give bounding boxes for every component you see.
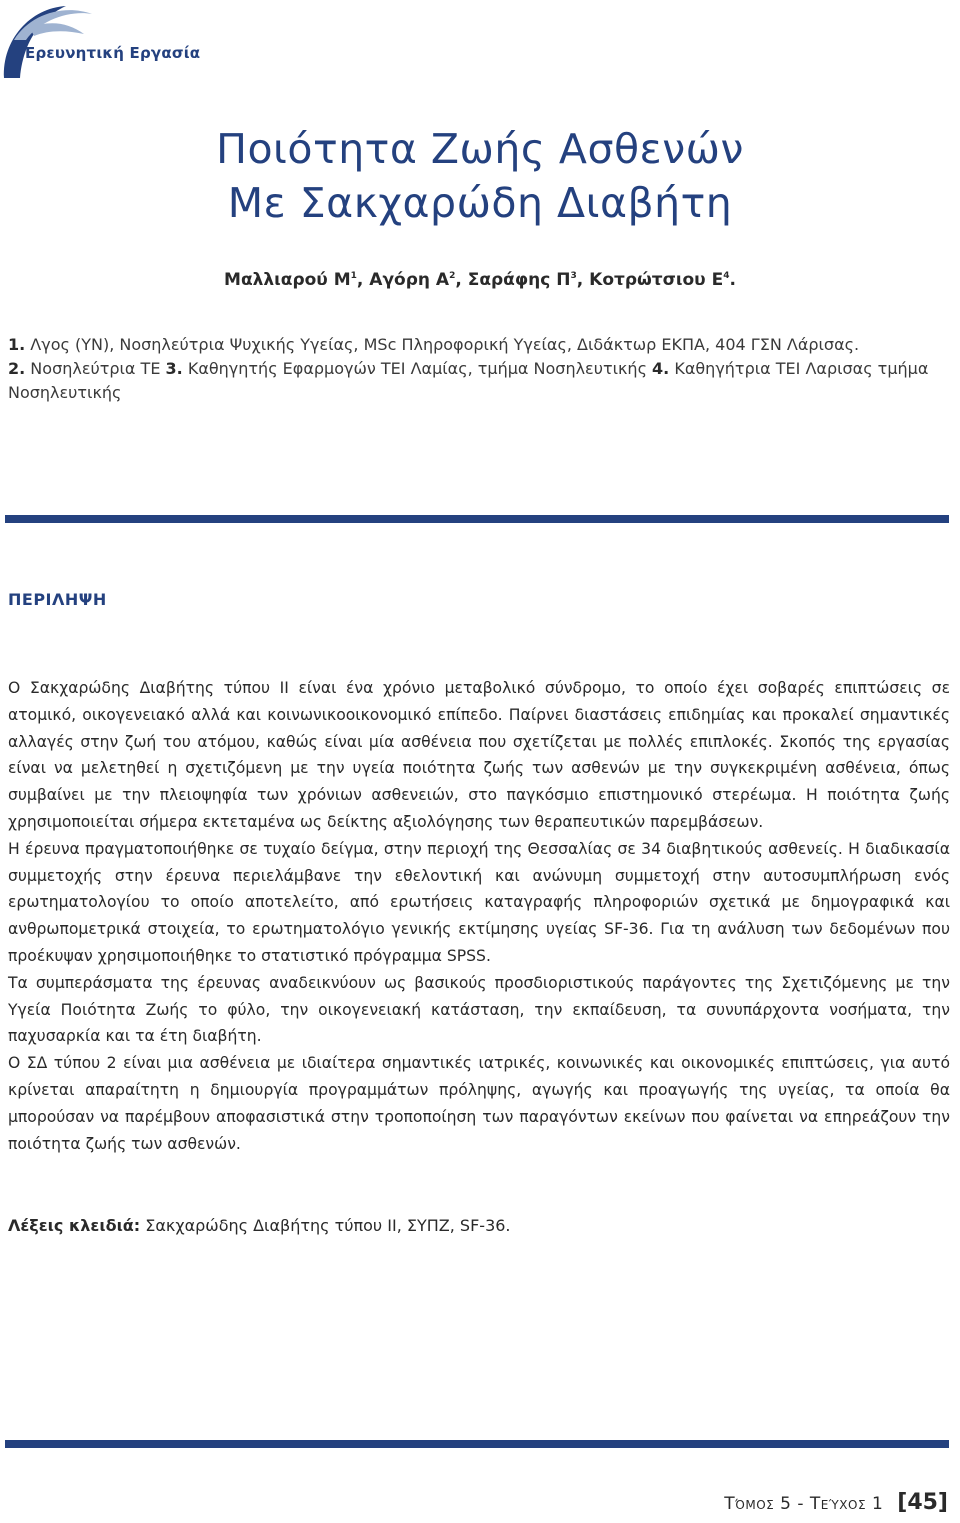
section-label: Ερευνητική Εργασία — [25, 44, 201, 62]
abstract-paragraph: Ο ΣΔ τύπου 2 είναι μια ασθένεια με ιδιαίτερα σημαντικές ιατρικές, κοινωνικές και οικονομικές επιπτώσεις, για αυτό κρίνεται απαραίτητη η δημιουργία προγραμμάτων πρόληψης, αγωγής και προαγωγής της υγείας, τα οποία θα μπορούσαν να παρέμβουν αποφασιστικά στην τροποποίηση των παραγόντων εκείνων που φαίνεται να επηρεάζουν την ποιότητα ζωής των ασθενών. — [8, 1054, 950, 1153]
abstract-heading: ΠΕΡΙΛΗΨΗ — [8, 590, 107, 609]
volume-issue: Τόμος 5 - Τεύχος 1 — [724, 1494, 884, 1514]
author-name: Σαράφης Π — [467, 270, 571, 290]
author-name: Μαλλιαρού Μ — [224, 270, 351, 290]
affiliation-number: 3. — [165, 359, 183, 378]
bottom-divider — [5, 1440, 949, 1448]
title-line-1: Ποιότητα Ζωής Ασθενών — [216, 125, 744, 173]
article-title — [0, 122, 960, 230]
author-list — [0, 270, 960, 290]
author-sup: 2 — [449, 271, 456, 281]
keywords-text: Σακχαρώδης Διαβήτης τύπου ΙΙ, ΣΥΠΖ, SF-36. — [140, 1216, 511, 1235]
author-name: Αγόρη Α — [369, 270, 450, 290]
author-sup: 1 — [350, 271, 357, 281]
title-line-2: Με Σακχαρώδη Διαβήτη — [227, 179, 733, 227]
author-sup: 4 — [723, 271, 730, 281]
affiliation-text: Καθηγητής Εφαρμογών ΤΕΙ Λαμίας, τμήμα Νοσηλευτικής — [182, 359, 653, 378]
author-sup: 3 — [570, 271, 577, 281]
author-sep: . — [729, 270, 736, 290]
affiliation-number: 4. — [652, 359, 670, 378]
abstract-body — [8, 675, 950, 1157]
top-divider — [5, 515, 949, 523]
author-sep: , — [576, 270, 590, 290]
affiliation-text: Νοσηλεύτρια ΤΕ — [25, 359, 166, 378]
page-number: [45] — [897, 1490, 948, 1515]
keywords-label: Λέξεις κλειδιά: — [8, 1216, 141, 1235]
abstract-paragraph: Τα συμπεράσματα της έρευνας αναδεικνύουν ως βασικούς προσδιοριστικούς παράγοντες της Σχετιζόμενης με την Υγεία Ποιότητα Ζωής το φύλο, την οικογενειακή κατάσταση, την εκπαίδευση, τα συνυπάρχοντα νοσήματα, την παχυσαρκία και τα έτη διαβήτη. — [8, 973, 950, 1046]
affiliation-number: 2. — [8, 359, 26, 378]
keywords — [8, 1213, 950, 1239]
page-footer — [724, 1490, 948, 1515]
author-name: Κοτρώτσιου Ε — [589, 270, 724, 290]
author-sep: , — [356, 270, 370, 290]
abstract-paragraph: Η έρευνα πραγματοποιήθηκε σε τυχαίο δείγμα, στην περιοχή της Θεσσαλίας σε 34 διαβητικούς ασθενείς. Η διαδικασία συμμετοχής στην έρευνα περιελάμβανε την εθελοντική και ανώνυμη συμμετοχή στην αυτοσυμπλήρωση ενός ερωτηματολογίου το οποίο αποτελείτο, από ερωτήσεις καταγραφής πληροφοριών σχετικά με δημογραφικά και ανθρωπομετρικά στοιχεία, το ερωτηματολόγιο γενικής εκτίμησης υγείας SF-36. Για τη ανάλυση των δεδομένων που προέκυψαν χρησιμοποιήθηκε το στατιστικό πρόγραμμα SPSS. — [8, 839, 950, 965]
affiliations — [8, 333, 952, 405]
affiliation-text: Λγος (ΥΝ), Νοσηλεύτρια Ψυχικής Υγείας, MSc Πληροφορική Υγείας, Διδάκτωρ ΕΚΠΑ, 404 ΓΣΝ Λάρισας. — [25, 335, 860, 354]
affiliation-number: 1. — [8, 335, 26, 354]
affiliation-text: Καθηγήτρια ΤΕΙ Λαρισας τμήμα Νοσηλευτικής — [8, 359, 929, 402]
author-sep: , — [455, 270, 468, 290]
abstract-paragraph: Ο Σακχαρώδης Διαβήτης τύπου ΙΙ είναι ένα χρόνιο μεταβολικό σύνδρομο, το οποίο έχει σοβαρές επιπτώσεις σε ατομικό, οικογενειακό αλλά και κοινωνικοοικονομικό επίπεδο. Παίρνει διαστάσεις επιδημίας και προκαλεί σημαντικές αλλαγές στην ζωή του ατόμου, καθώς είναι μία ασθένεια που σχετίζεται με πολλές επιπλοκές. Σκοπός της εργασίας είναι να μελετηθεί η σχετιζόμενη με την υγεία ποιότητα ζωής των ασθενών με την συγκεκριμένη ασθένεια, όπως συμβαίνει με την πλειοψηφία των χρόνιων ασθενειών, στο παγκόσμιο επιστημονικό στερέωμα. Η ποιότητα ζωής χρησιμοποιείται σήμερα εκτεταμένα ως δείκτης αξιολόγησης των θεραπευτικών παρεμβάσεων. — [8, 679, 950, 831]
